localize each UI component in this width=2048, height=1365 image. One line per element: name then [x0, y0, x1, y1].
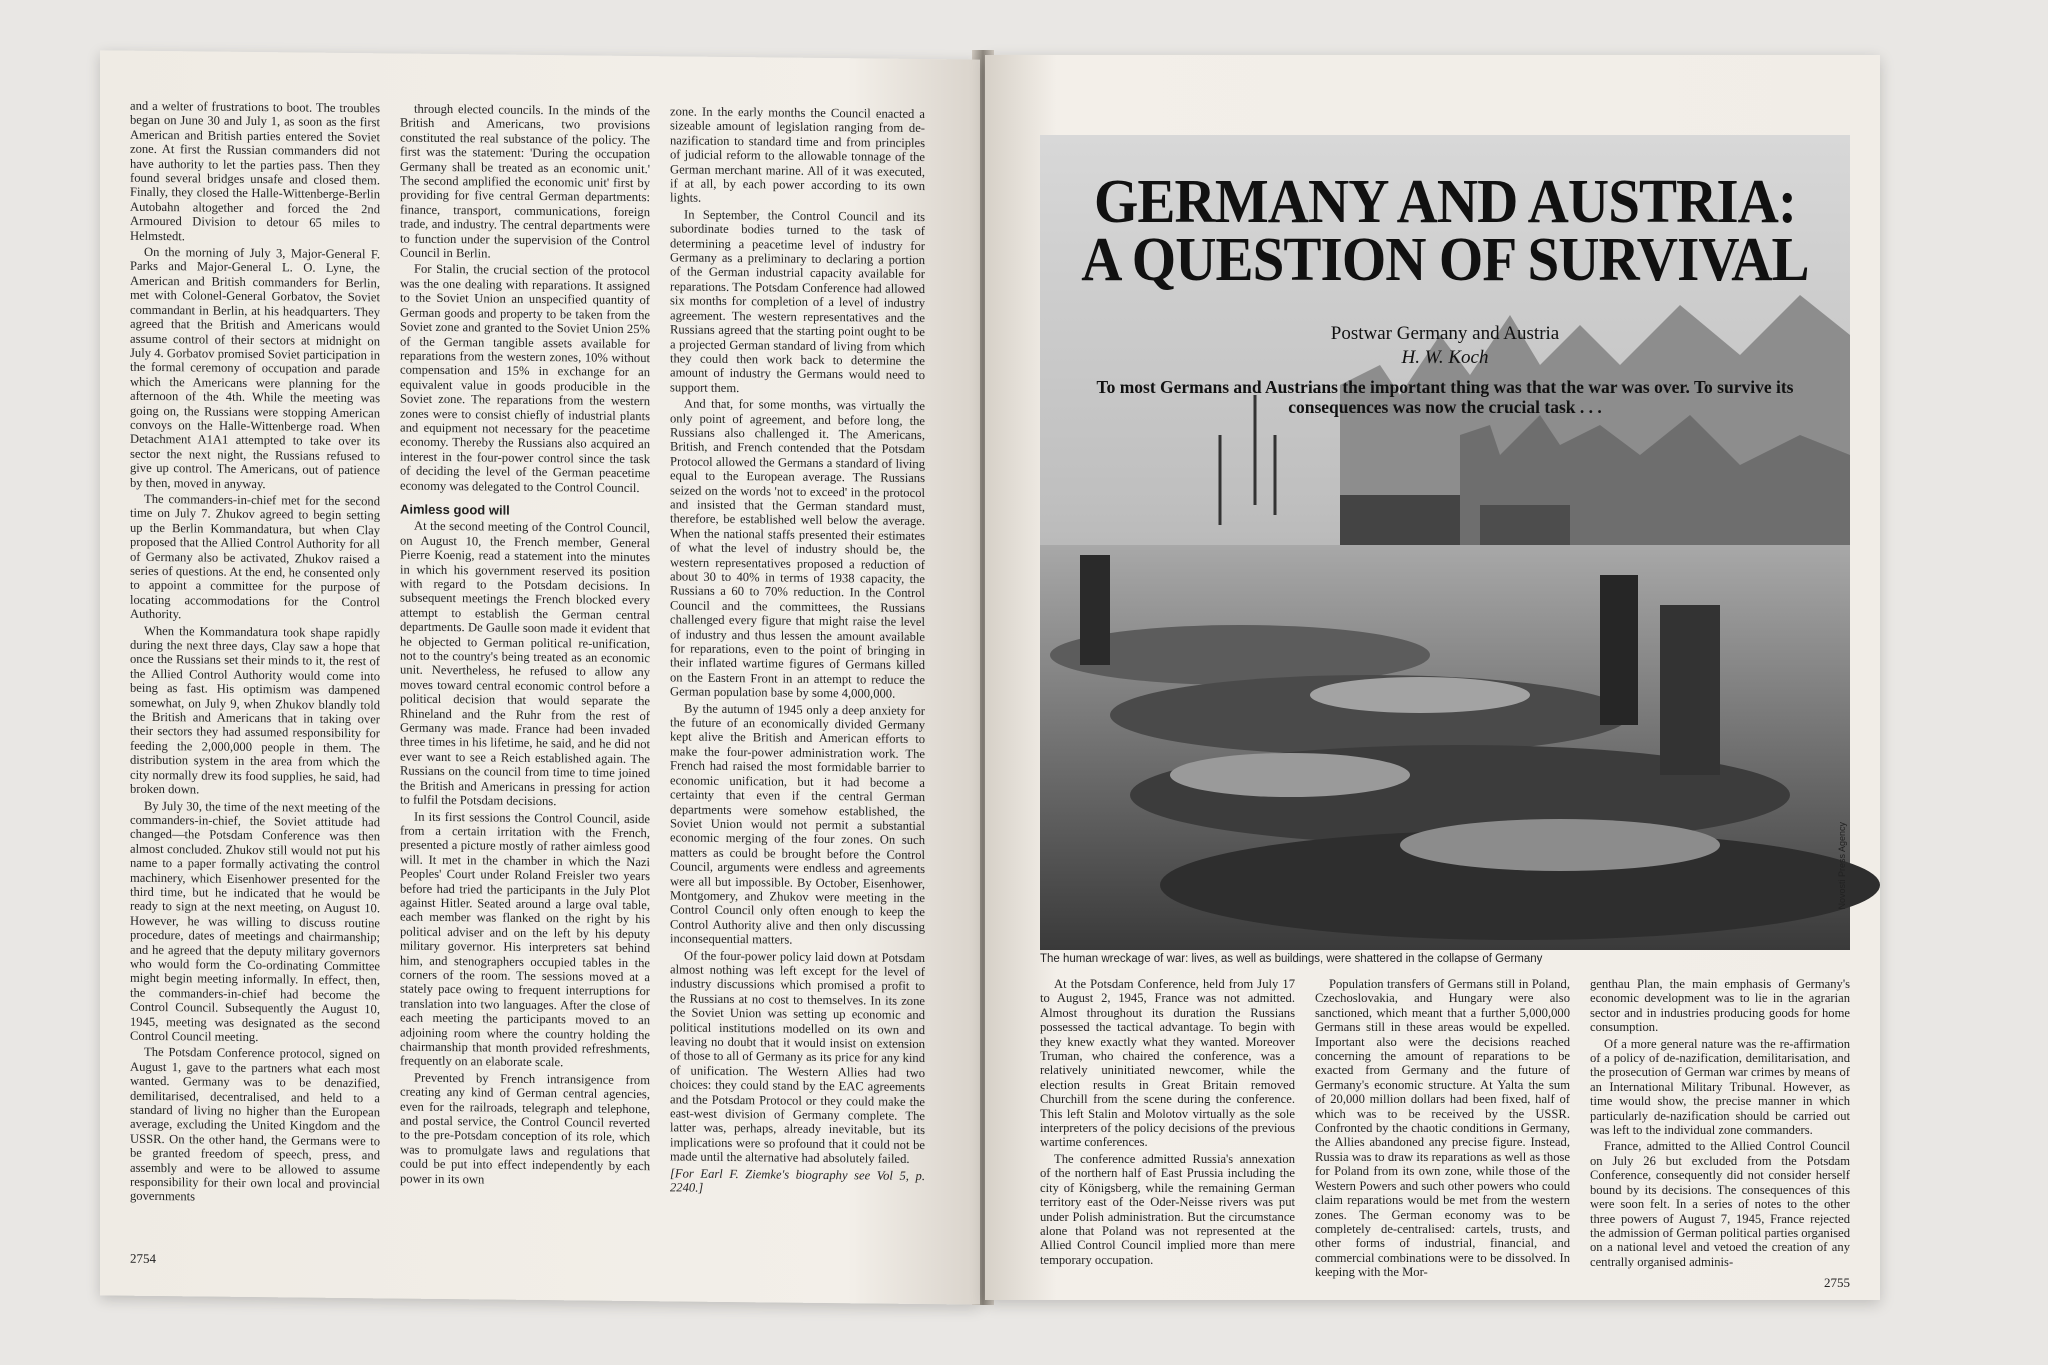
left-column-3 — [670, 104, 925, 1247]
right-page — [985, 55, 1880, 1300]
right-column-3 — [1590, 977, 1850, 1267]
article-headline — [1072, 168, 1817, 294]
biography-note: [For Earl F. Ziemke's biography see Vol 5, p. 2240.] — [670, 1166, 925, 1195]
article-paragraph: In its first sessions the Control Council, aside from a certain irritation with the French, presented a picture mostly of rather aimless good will. It met in the chamber in which the Nazi Peoples' Court under Roland Freisler two years before had tried the participants in the July Plot against Hitler. Seated around a large oval table, each member was flanked on the right by his political adviser and on the left by his deputy military governor. His interpreters sat behind him, and stenographers occupied tables in the corners of the room. The sessions moved at a stately pace owing to frequent interruptions for translation into two languages. After the close of each meeting the participants moved to an adjoining room where the country holding the chairmanship that month provided refreshments, frequently on an elaborate scale. — [400, 809, 650, 1070]
article-paragraph: In September, the Control Council and its subordinate bodies turned to the task of determining a peacetime level of industry for Germany as a preliminary to declaring a portion of the German industrial capacity available for reparations. The Potsdam Conference had allowed six months for completion of a level of industry agreement. The western representatives and the Russians agreed that the starting point ought to be a projected German standard of living from which they could then work back to determine the amount of industry the Germans would need to support them. — [670, 207, 925, 395]
article-photo — [1040, 135, 1850, 950]
article-paragraph: The Potsdam Conference protocol, signed on August 1, gave to the partners what each most wanted. Germany was to be denazified, demilitarised, decentralised, and held to a standard of living no higher than the European average, excluding the United Kingdom and the USSR. On the other hand, the Germans were to be granted freedom of speech, press, and assembly and were to be allowed to assume responsibility for their own local and provincial governments — [130, 1045, 380, 1204]
article-paragraph: through elected councils. In the minds of the British and Americans, two provisions constituted the real substance of the policy. The first was the statement: 'During the occupation Germany shall be treated as an economic unit.' The second amplified the economic unit' first by providing for five central German departments: finance, transport, communications, foreign trade, and industry. The central departments were to function under the supervision of the Control Council in Berlin. — [400, 101, 650, 261]
article-author: H. W. Koch — [1401, 347, 1489, 368]
article-paragraph: France, admitted to the Allied Control Council on July 26 but excluded from the Potsdam Conference, consequently did not consider herself bound by its decisions. The consequences of this were soon felt. In a series of notes to the other three powers of August 7, 1945, France rejected the admission of German political parties organised on a national level and vetoed the creation of any centrally organised adminis- — [1590, 1139, 1850, 1269]
section-heading: Aimless good will — [400, 501, 510, 518]
article-paragraph: At the second meeting of the Control Council, on August 10, the French member, General Pierre Koenig, read a statement into the minutes in which his government reserved its position with regard to the Potsdam decisions. In subsequent meetings the French blocked every attempt to establish the German central departments. De Gaulle soon made it evident that he objected to German political re-unification, not to the country's being treated as an economic unit. Nevertheless, he refused to allow any moves toward central economic control before a political decision that would separate the Rhineland and the Ruhr from the rest of Germany was made. France had been invaded three times in his lifetime, he said, and he did not ever want to see a Reich established again. The Russians on the council from time to time joined the British and Americans in pressing for action to fulfil the Potsdam decisions. — [400, 519, 650, 809]
article-paragraph: genthau Plan, the main emphasis of Germany's economic development was to lie in the agrarian sector and in industries producing goods for home consumption. — [1590, 977, 1850, 1035]
page-number-left: 2754 — [130, 1250, 156, 1266]
article-paragraph: By July 30, the time of the next meeting of the commanders-in-chief, the Soviet attitude had changed—the Potsdam Conference was then almost concluded. Zhukov still would not put his name to a paper formally activating the control machinery, which Eisenhower presented for the third time, but he indicated that he would be ready to sign at the next meeting, on August 10. However, he was willing to discuss routine procedure, dates of meetings and chairmanship; and he agreed that the deputy military governors who would form the Co-ordinating Committee might begin meeting informally. In effect, then, the commanders-in-chief had become the Control Council. Subsequently the August 10, 1945, meeting was designated as the second Control Council meeting. — [130, 798, 380, 1045]
article-paragraph: Prevented by French intransigence from creating any kind of German central agencies, even for the railroads, telegraph and telephone, and postal service, the Control Council reverted to the pre-Potsdam conception of its role, which was to promulgate laws and regulations that could be put into effect independently by each power in its own — [400, 1070, 650, 1187]
article-subtitle: Postwar Germany and Austria — [1330, 323, 1560, 344]
photo-caption: The human wreckage of war: lives, as well as buildings, were shattered in the collapse of Germany — [1040, 953, 1543, 965]
article-paragraph: The commanders-in-chief met for the second time on July 7. Zhukov agreed to begin setting up the Berlin Kommandatura, but when Clay proposed that the Allied Control Authority for all of Germany also be activated, Zhukov raised a series of questions. At the end, he consented only to appoint a committee for the purpose of locating accommodations for the Control Authority. — [130, 491, 380, 622]
article-paragraph: And that, for some months, was virtually the only point of agreement, and before long, the Russians also challenged it. The Americans, British, and French contended that the Potsdam Protocol allowed the Germans a standard of living equal to the European average. The Russians seized on the words 'not to exceed' in the protocol and insisted that the German standard must, therefore, be established well below the average. When the national staffs presented their estimates of what the level of industry should be, the western representatives proposed a reduction of about 30 to 40% in terms of 1938 capacity, the Russians a 60 to 70% reduction. In the Control Council and the committees, the Russians challenged every figure that might raise the level of industry and thus lessen the amount available for reparations, even to the point of bringing in their inflated wartime figures of Germans killed on the Eastern Front in an attempt to reduce the German population base by some 4,000,000. — [670, 396, 925, 701]
article-paragraph: On the morning of July 3, Major-General F. Parks and Major-General L. O. Lyne, the American and British commanders for Berlin, met with Colonel-General Gorbatov, the Soviet commandant in Berlin, at his headquarters. They agreed that the British and Americans would assume control of their sectors at midnight on July 4. Gorbatov promised Soviet participation in the formal ceremony of occupation and parade which the Americans were planning for the afternoon of the 4th. While the meeting was going on, the Russians were stopping American convoys on the Halle-Wittenberge road. When Detachment A1A1 attempted to take over its sector the next night, the Russians refused to give up control. The Americans, out of patience by then, moved in anyway. — [130, 244, 380, 491]
article-paragraph: zone. In the early months the Council enacted a sizeable amount of legislation ranging from de-nazification to standard time and from principles of judicial reform to the allowable tonnage of the German merchant marine. All of it was executed, if at all, by each power according to its own lights. — [670, 104, 925, 206]
article-paragraph: Population transfers of Germans still in Poland, Czechoslovakia, and Hungary were also sanctioned, which meant that a further 5,000,000 Germans still in these areas would be expelled. Important also were the decisions reached concerning the amount of reparations to be exacted from Germany and the future of Germany's economic structure. At Yalta the sum of 20,000 million dollars had been fixed, half of which was to be received by the USSR. Confronted by the chaotic conditions in Germany, the Allies abandoned any precise figure. Instead, Russia was to draw its reparations as well as those for Poland from its own zone, while those of the Western Powers and such other powers who could claim reparations would be met from the western zones. The German economy was to be completely de-centralised: cartels, trusts, and other forms of industrial, financial, and commercial combinations were to be dissolved. In keeping with the Mor- — [1315, 977, 1570, 1280]
article-paragraph: Of a more general nature was the re-affirmation of a policy of de-nazification, demilitarisation, and the prosecution of German war crimes by means of an International Military Tribunal. However, as time would show, the precise manner in which particularly de-nazification should be carried out was left to the individual zone commanders. — [1590, 1036, 1850, 1138]
photo-credit: Novosti Press Agency — [1837, 822, 1847, 910]
left-page — [100, 50, 980, 1304]
headline-line-1: GERMANY AND AUSTRIA: — [1093, 168, 1797, 236]
article-standfirst: To most Germans and Austrians the important thing was that the war was over. To survive its consequences was now the crucial task . . . — [1096, 377, 1794, 417]
headline-line-2: A QUESTION OF SURVIVAL — [1081, 226, 1809, 294]
article-paragraph: and a welter of frustrations to boot. The troubles began on June 30 and July 1, as soon as the first American and British parties entered the Soviet zone. At first the Russian commanders did not have authority to let the parties pass. Then they found several bridges unsafe and closed them. Finally, they closed the Halle-Wittenberge-Berlin Autobahn altogether and forced the 2nd Armoured Division to detour 65 miles to Helmstedt. — [130, 98, 380, 243]
right-column-2 — [1315, 977, 1570, 1280]
left-column-2 — [400, 102, 650, 1245]
right-column-1 — [1040, 977, 1295, 1267]
article-paragraph: Of the four-power policy laid down at Potsdam almost nothing was left except for the level of industry discussions which promised a profit to the Russians at no cost to themselves. In its zone the Soviet Union was setting up economic and political institutions modelled on its own and leaving no doubt that it would insist on extension of those to all of Germany as its price for any kind of unification. The Western Allies had two choices: they could stand by the EAC agreements and the Potsdam Protocol or they could make the east-west division of Germany complete. The latter was, perhaps, already inevitable, but its implications were so profound that it could not be made until the alternative had absolutely failed. — [670, 948, 925, 1167]
left-column-1 — [130, 99, 380, 1242]
article-paragraph: For Stalin, the crucial section of the protocol was the one dealing with reparations. It assigned to the Soviet Union an unspecified quantity of German goods and property to be taken from the Soviet zone and granted to the Soviet Union 25% of the German tangible assets available for reparations from the western zones, 10% without compensation and 15% in exchange for an equivalent value in goods producible in the Soviet zone. The reparations from the western zones were to consist chiefly of industrial plants and equipment not necessary for the peacetime economy. Thereby the Russians also acquired an interest in the four-power control since the task of deciding the level of the German peacetime economy was delegated to the Control Council. — [400, 262, 650, 495]
article-paragraph: By the autumn of 1945 only a deep anxiety for the future of an economically divided Germany kept alive the British and American efforts to make the four-power administration work. The French had raised the most formidable barrier to economic unification, but it had become a certainty that even if the central German departments were somehow established, the Soviet Union would not permit a substantial economic merging of the four zones. On such matters as could be brought before the Control Council, arguments were endless and agreements were all but impossible. By October, Eisenhower, Montgomery, and Zhukov were meeting in the Control Council only often enough to keep the Control Authority alive and then only discussing inconsequential matters. — [670, 701, 925, 947]
article-paragraph: At the Potsdam Conference, held from July 17 to August 2, 1945, France was not admitted. Almost throughout its duration the Russians possessed the tactical advantage. To begin with they knew exactly what they wanted. Moreover Truman, who chaired the conference, was a relatively uninitiated newcomer, while the election results in Great Britain removed Churchill from the scene during the conference. This left Stalin and Molotov virtually as the sole interpreters of the policy decisions of the previous wartime conferences. — [1040, 977, 1295, 1150]
page-number-right: 2755 — [1824, 1275, 1850, 1290]
article-paragraph: The conference admitted Russia's annexation of the northern half of East Prussia including the city of Königsberg, while the remaining German territory east of the Oder-Neisse rivers was put under Polish administration. But the circumstance alone that Poland was not represented at the Allied Control Council implied more than mere temporary occupation. — [1040, 1151, 1295, 1267]
article-paragraph: When the Kommandatura took shape rapidly during the next three days, Clay saw a hope that once the Russians set their minds to it, the rest of the Allied Control Authority would come into being as fast. His optimism was dampened somewhat, on July 9, when Zhukov blandly told the British and Americans that in taking over their sectors they had assumed responsibility for feeding the 2,000,000 people in them. The distribution system in the area from which the city normally drew its food supplies, he said, had broken down. — [130, 623, 380, 797]
